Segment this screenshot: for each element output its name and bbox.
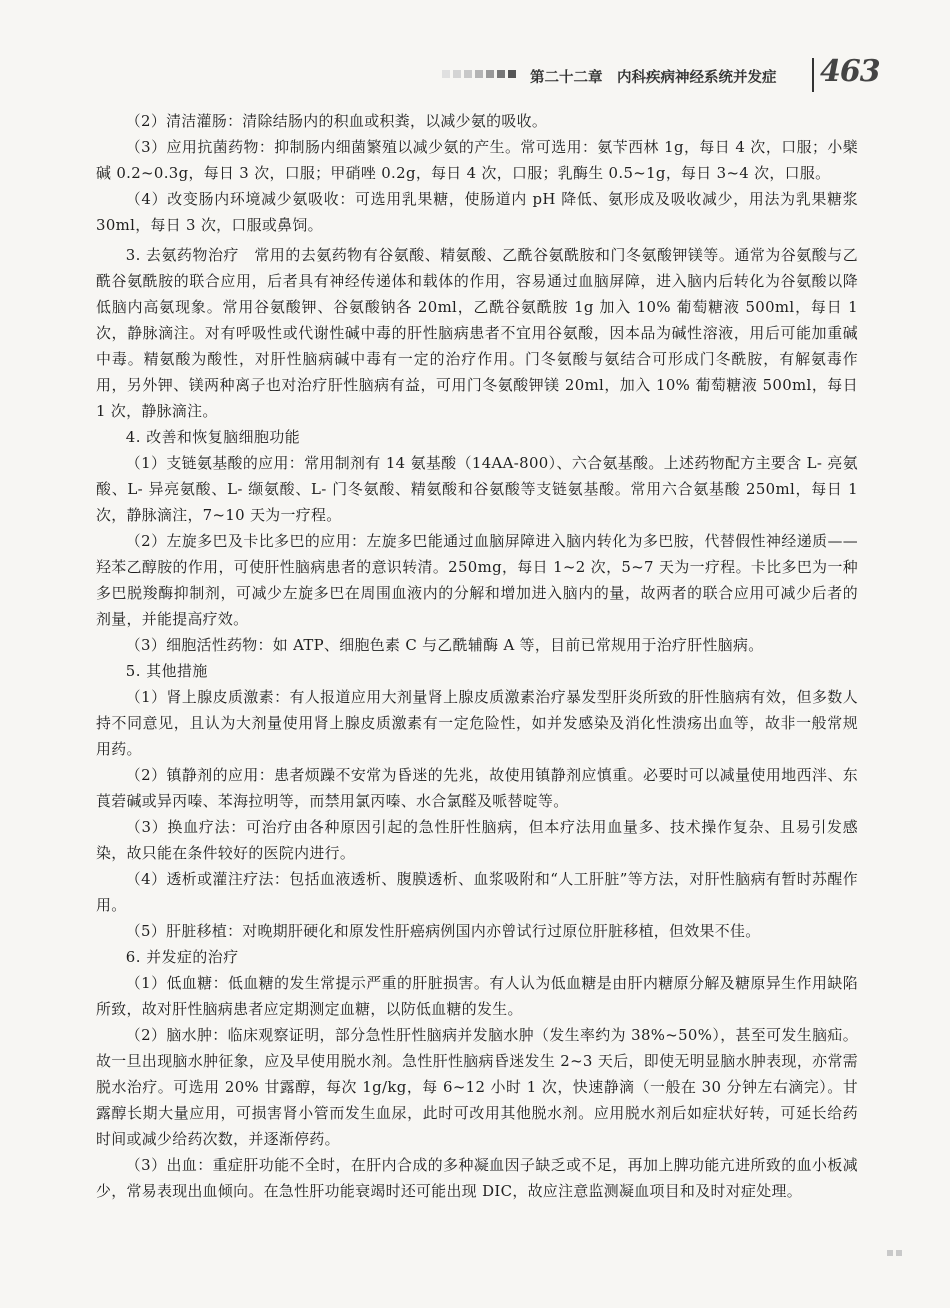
paragraph-corticosteroids: （1）肾上腺皮质激素：有人报道应用大剂量肾上腺皮质激素治疗暴发型肝炎所致的肝性脑病有效，但多数人持不同意见，且认为大剂量使用肾上腺皮质激素有一定危险性，如并发感染及消化性溃疡出血等，故非一般常规用药。: [96, 688, 858, 758]
chapter-title: 第二十二章 内科疾病神经系统并发症: [530, 70, 777, 86]
page-number: 463: [820, 54, 880, 89]
decoration-dot: [887, 1250, 893, 1256]
header-decoration: [442, 70, 516, 78]
decoration-square: [486, 70, 494, 78]
decoration-square: [442, 70, 450, 78]
paragraph-cell-activity-drugs: （3）细胞活性药物：如 ATP、细胞色素 C 与乙酰辅酶 A 等，目前已常规用于治疗肝性脑病。: [125, 636, 764, 654]
paragraph-bleeding: （3）出血：重症肝功能不全时，在肝内合成的多种凝血因子缺乏或不足，再加上脾功能亢进所致的血小板减少，常易表现出血倾向。在急性肝功能衰竭时还可能出现 DIC，故应注意监测凝血项目和及时对症处理。: [96, 1156, 858, 1200]
section-heading-brain-cell: 4. 改善和恢复脑细胞功能: [125, 428, 301, 446]
corner-decoration: [887, 1250, 902, 1256]
paragraph-bcaa: （1）支链氨基酸的应用：常用制剂有 14 氨基酸（14AA-800）、六合氨基酸。上述药物配方主要含 L- 亮氨酸、L- 异亮氨酸、L- 缬氨酸、L- 门冬氨酸、精氨酸和谷氨酸等支链氨基酸。常用六合氨基酸 250ml，每日 1 次，静脉滴注，7~10 天为一疗程。: [96, 454, 858, 524]
decoration-square: [497, 70, 505, 78]
paragraph-antibiotics: （3）应用抗菌药物：抑制肠内细菌繁殖以减少氨的产生。常可选用：氨苄西林 1g，每日 4 次，口服；小檗碱 0.2~0.3g，每日 3 次，口服；甲硝唑 0.2g，每日 4 次，口服；乳酶生 0.5~1g，每日 3~4 次，口服。: [96, 138, 858, 182]
paragraph-cerebral-edema: （2）脑水肿：临床观察证明，部分急性肝性脑病并发脑水肿（发生率约为 38%~50%），甚至可发生脑疝。故一旦出现脑水肿征象，应及早使用脱水剂。急性肝性脑病昏迷发生 2~3 天后，即使无明显脑水肿表现，亦常需脱水治疗。可选用 20% 甘露醇，每次 1g/kg，每 6~12 小时 1 次，快速静滴（一般在 30 分钟左右滴完）。甘露醇长期大量应用，可损害肾小管而发生血尿，此时可改用其他脱水剂。应用脱水剂后如症状好转，可延长给药时间或减少给药次数，并逐渐停药。: [96, 1026, 858, 1148]
page-body: [96, 108, 858, 1204]
decoration-square: [475, 70, 483, 78]
section-heading-other-measures: 5. 其他措施: [125, 662, 208, 680]
section-heading-complications: 6. 并发症的治疗: [125, 948, 239, 966]
paragraph-dialysis: （4）透析或灌注疗法：包括血液透析、腹膜透析、血浆吸附和“人工肝脏”等方法，对肝性脑病有暂时苏醒作用。: [96, 870, 858, 914]
decoration-square: [453, 70, 461, 78]
paragraph-enema: （2）清洁灌肠：清除结肠内的积血或积粪，以减少氨的吸收。: [125, 112, 548, 130]
decoration-dot: [896, 1250, 902, 1256]
paragraph-blood-exchange: （3）换血疗法：可治疗由各种原因引起的急性肝性脑病，但本疗法用血量多、技术操作复杂、且易引发感染，故只能在条件较好的医院内进行。: [96, 818, 858, 862]
paragraph-sedatives: （2）镇静剂的应用：患者烦躁不安常为昏迷的先兆，故使用镇静剂应慎重。必要时可以减量使用地西泮、东莨菪碱或异丙嗪、苯海拉明等，而禁用氯丙嗪、水合氯醛及哌替啶等。: [96, 766, 858, 810]
paragraph-intestinal-environment: （4）改变肠内环境减少氨吸收：可选用乳果糖，使肠道内 pH 降低、氨形成及吸收减少，用法为乳果糖浆 30ml，每日 3 次，口服或鼻饲。: [96, 190, 858, 234]
decoration-square: [508, 70, 516, 78]
paragraph-levodopa: （2）左旋多巴及卡比多巴的应用：左旋多巴能通过血脑屏障进入脑内转化为多巴胺，代替假性神经递质——羟苯乙醇胺的作用，可使肝性脑病患者的意识转清。250mg，每日 1~2 次，5~7 天为一疗程。卡比多巴为一种多巴脱羧酶抑制剂，可减少左旋多巴在周围血液内的分解和增加进入脑内的量，故两者的联合应用可减少后者的剂量，并能提高疗效。: [96, 532, 858, 628]
paragraph-hypoglycemia: （1）低血糖：低血糖的发生常提示严重的肝脏损害。有人认为低血糖是由肝内糖原分解及糖原异生作用缺陷所致，故对肝性脑病患者应定期测定血糖，以防低血糖的发生。: [96, 974, 858, 1018]
paragraph-liver-transplant: （5）肝脏移植：对晚期肝硬化和原发性肝癌病例国内亦曾试行过原位肝脏移植，但效果不佳。: [125, 922, 761, 940]
decoration-square: [464, 70, 472, 78]
paragraph-ammonia-removal: 3. 去氨药物治疗 常用的去氨药物有谷氨酸、精氨酸、乙酰谷氨酰胺和门冬氨酸钾镁等。通常为谷氨酸与乙酰谷氨酰胺的联合应用，后者具有神经传递体和载体的作用，容易通过血脑屏障，进入脑内后转化为谷氨酸以降低脑内高氨现象。常用谷氨酸钾、谷氨酸钠各 20ml，乙酰谷氨酰胺 1g 加入 10% 葡萄糖液 500ml，每日 1 次，静脉滴注。对有呼吸性或代谢性碱中毒的肝性脑病患者不宜用谷氨酸，因本品为碱性溶液，用后可能加重碱中毒。精氨酸为酸性，对肝性脑病碱中毒有一定的治疗作用。门冬氨酸与氨结合可形成门冬酰胺，有解氨毒作用，另外钾、镁两种离子也对治疗肝性脑病有益，可用门冬氨酸钾镁 20ml，加入 10% 葡萄糖液 500ml，每日 1 次，静脉滴注。: [96, 246, 858, 420]
page-header: [442, 54, 888, 92]
header-divider: [812, 58, 814, 92]
